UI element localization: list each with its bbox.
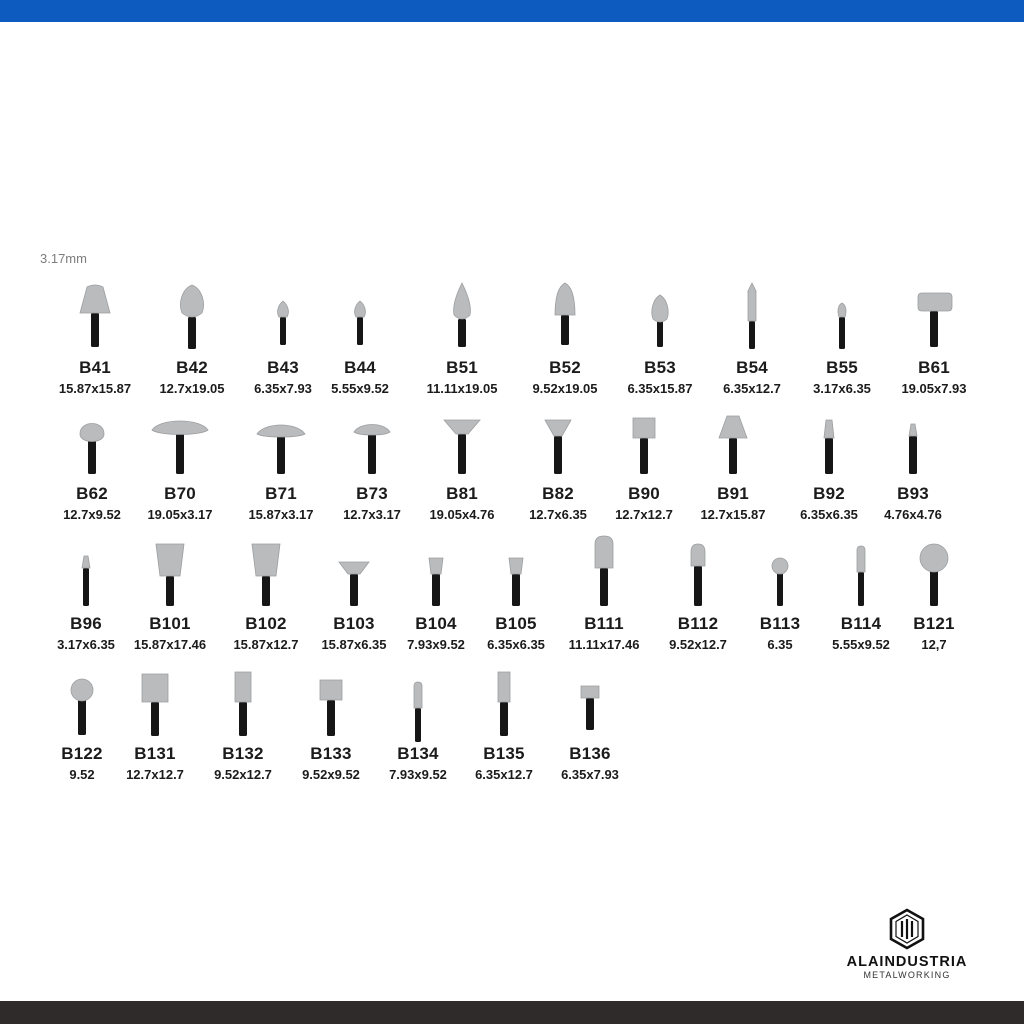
tool-dimensions: 12.7x15.87 — [700, 507, 766, 522]
mounted-point-slim-cylinder-icon — [388, 672, 448, 744]
abrasive-head — [152, 421, 208, 435]
tool-dimensions: 11.11x19.05 — [426, 381, 498, 396]
brand-tagline: METALWORKING — [863, 970, 951, 980]
steel-shank — [239, 702, 247, 736]
mounted-point-tiny-drop-icon — [812, 283, 872, 355]
tool-dimensions: 6.35x7.93 — [561, 767, 619, 782]
abrasive-head — [555, 283, 575, 315]
tool-dimensions: 9.52x12.7 — [669, 637, 727, 652]
steel-shank — [500, 702, 508, 736]
tool-dimensions: 15.87x6.35 — [321, 637, 387, 652]
tool-dimensions: 5.55x9.52 — [832, 637, 890, 652]
steel-shank — [415, 708, 421, 742]
abrasive-head — [71, 679, 93, 701]
hexagon-monogram-icon — [888, 908, 926, 950]
steel-shank — [280, 317, 286, 345]
abrasive-head — [633, 418, 655, 438]
mounted-point-round-cylinder-small-icon — [668, 536, 728, 608]
tool-code: B135 — [483, 744, 525, 763]
abrasive-head — [354, 425, 390, 436]
steel-shank — [83, 568, 89, 606]
tool-code: B92 — [813, 484, 845, 503]
tool-code: B51 — [446, 358, 478, 377]
mounted-point-wide-funnel-icon — [432, 416, 492, 488]
steel-shank — [858, 572, 864, 606]
tool-code: B42 — [176, 358, 208, 377]
mounted-point-small-drop-icon — [253, 283, 313, 355]
tool-dimensions: 12.7x12.7 — [126, 767, 184, 782]
abrasive-head — [320, 680, 342, 700]
tool-code: B62 — [76, 484, 108, 503]
tool-dimensions: 3.17x6.35 — [813, 381, 871, 396]
mounted-point-pointed-flame-icon — [432, 283, 492, 355]
mounted-point-disc-icon — [251, 416, 311, 488]
abrasive-head — [355, 301, 366, 317]
steel-shank — [262, 576, 270, 606]
tool-dimensions: 9.52x9.52 — [302, 767, 360, 782]
abrasive-head — [652, 295, 668, 322]
mounted-point-tiny-point-icon — [883, 416, 943, 488]
steel-shank — [694, 566, 702, 606]
abrasive-head — [339, 562, 369, 574]
tool-dimensions: 12.7x12.7 — [615, 507, 673, 522]
shank-diameter-note: 3.17mm — [40, 251, 87, 266]
abrasive-head — [142, 674, 168, 702]
abrasive-head — [278, 301, 289, 317]
tool-code: B122 — [61, 744, 103, 763]
mounted-point-flame-icon — [630, 283, 690, 355]
steel-shank — [357, 317, 363, 345]
tool-dimensions: 7.93x9.52 — [389, 767, 447, 782]
tool-code: B101 — [149, 614, 191, 633]
tool-dimensions: 6.35x6.35 — [487, 637, 545, 652]
mounted-point-inverted-cone-icon — [236, 536, 296, 608]
steel-shank — [458, 434, 466, 474]
tool-code: B114 — [840, 614, 882, 633]
steel-shank — [166, 576, 174, 606]
steel-shank — [586, 698, 594, 730]
tool-dimensions: 4.76x4.76 — [884, 507, 942, 522]
tool-dimensions: 3.17x6.35 — [57, 637, 115, 652]
steel-shank — [909, 436, 917, 474]
tool-dimensions: 12,7 — [921, 637, 947, 652]
tool-dimensions: 15.87x17.46 — [133, 637, 207, 652]
tool-dimensions: 6.35x6.35 — [800, 507, 858, 522]
tool-code: B133 — [310, 744, 352, 763]
abrasive-head — [824, 420, 834, 438]
abrasive-head — [920, 544, 948, 572]
abrasive-head — [545, 420, 571, 436]
tool-code: B70 — [164, 484, 196, 503]
tool-dimensions: 6.35x7.93 — [254, 381, 312, 396]
mounted-point-mushroom-icon — [904, 283, 964, 355]
mounted-point-round-cylinder-icon — [574, 536, 634, 608]
abrasive-head — [509, 558, 523, 574]
mounted-point-square-small-icon — [301, 672, 361, 744]
tool-dimensions: 7.93x9.52 — [407, 637, 465, 652]
tool-dimensions: 9.52x12.7 — [214, 767, 272, 782]
tool-dimensions: 11.11x17.46 — [568, 637, 640, 652]
tool-code: B82 — [542, 484, 574, 503]
abrasive-head — [257, 425, 305, 437]
tool-code: B111 — [584, 614, 624, 633]
tool-code: B102 — [245, 614, 287, 633]
steel-shank — [930, 570, 938, 606]
tool-code: B71 — [265, 484, 297, 503]
abrasive-head — [252, 544, 280, 576]
abrasive-head — [414, 682, 422, 708]
steel-shank — [554, 436, 562, 474]
mounted-point-small-inverted-cone-icon — [486, 536, 546, 608]
tool-code: B91 — [717, 484, 749, 503]
abrasive-head — [857, 546, 865, 572]
tool-code: B113 — [759, 614, 801, 633]
steel-shank — [350, 574, 358, 606]
tool-dimensions: 9.52 — [69, 767, 95, 782]
abrasive-head — [581, 686, 599, 698]
tool-code: B53 — [644, 358, 676, 377]
tool-code: B54 — [736, 358, 768, 377]
mounted-point-short-block-icon — [560, 672, 620, 744]
steel-shank — [368, 434, 376, 474]
abrasive-head — [454, 283, 471, 319]
tool-dimensions: 15.87x15.87 — [58, 381, 132, 396]
tool-code: B131 — [134, 744, 176, 763]
mounted-point-ball-icon — [904, 536, 964, 608]
tool-code: B105 — [495, 614, 537, 633]
tool-code: B121 — [913, 614, 955, 633]
tool-code: B81 — [446, 484, 478, 503]
steel-shank — [825, 438, 833, 474]
steel-shank — [640, 438, 648, 474]
tool-dimensions: 19.05x7.93 — [901, 381, 967, 396]
tool-dimensions: 12.7x9.52 — [63, 507, 121, 522]
abrasive-head — [429, 558, 443, 574]
steel-shank — [88, 440, 96, 474]
mounted-point-pointed-cylinder-icon — [722, 283, 782, 355]
abrasive-head — [595, 536, 613, 568]
steel-shank — [600, 568, 608, 606]
tool-code: B55 — [826, 358, 858, 377]
mounted-point-thin-cylinder-icon — [474, 672, 534, 744]
mounted-point-narrow-point-icon — [799, 416, 859, 488]
brand-logo — [822, 908, 992, 980]
abrasive-head — [918, 293, 952, 311]
abrasive-head — [498, 672, 510, 702]
mounted-point-funnel-icon — [528, 416, 588, 488]
abrasive-head — [838, 303, 846, 317]
steel-shank — [729, 438, 737, 474]
tool-code: B96 — [70, 614, 102, 633]
abrasive-head — [444, 420, 480, 434]
mounted-point-egg-icon — [162, 283, 222, 355]
abrasive-head — [82, 556, 90, 568]
abrasive-head — [909, 424, 917, 436]
mounted-point-small-ball-icon — [750, 536, 810, 608]
tool-code: B43 — [267, 358, 299, 377]
tool-dimensions: 6.35 — [767, 637, 793, 652]
tool-dimensions: 12.7x3.17 — [343, 507, 401, 522]
tool-code: B136 — [569, 744, 611, 763]
mounted-point-inverted-cone-icon — [140, 536, 200, 608]
steel-shank — [188, 317, 196, 349]
tool-code: B44 — [344, 358, 376, 377]
steel-shank — [327, 700, 335, 736]
abrasive-head — [80, 424, 104, 442]
tool-code: B61 — [918, 358, 950, 377]
steel-shank — [777, 572, 783, 606]
tool-dimensions: 6.35x12.7 — [475, 767, 533, 782]
brand-name: ALAINDUSTRIA — [846, 954, 968, 970]
abrasive-head — [691, 544, 705, 566]
tool-code: B103 — [333, 614, 375, 633]
tool-code: B41 — [79, 358, 111, 377]
steel-shank — [91, 313, 99, 347]
mounted-point-slim-cylinder-icon — [831, 536, 891, 608]
abrasive-head — [772, 558, 788, 574]
steel-shank — [930, 311, 938, 347]
tool-dimensions: 19.05x3.17 — [147, 507, 213, 522]
tool-code: B73 — [356, 484, 388, 503]
steel-shank — [151, 702, 159, 736]
mounted-point-wide-disc-icon — [150, 416, 210, 488]
steel-shank — [839, 317, 845, 349]
tool-code: B93 — [897, 484, 929, 503]
tool-dimensions: 15.87x3.17 — [248, 507, 314, 522]
tool-code: B132 — [222, 744, 264, 763]
tool-dimensions: 6.35x15.87 — [627, 381, 693, 396]
tool-dimensions: 5.55x9.52 — [331, 381, 389, 396]
mounted-point-cone-icon — [65, 283, 125, 355]
tool-dimensions: 12.7x6.35 — [529, 507, 587, 522]
steel-shank — [277, 436, 285, 474]
bottom-footer-bar — [0, 1001, 1024, 1024]
mounted-point-tiny-taper-icon — [56, 536, 116, 608]
tool-dimensions: 6.35x12.7 — [723, 381, 781, 396]
steel-shank — [458, 319, 466, 347]
mounted-point-shallow-funnel-icon — [324, 536, 384, 608]
mounted-point-small-drop-icon — [330, 283, 390, 355]
mounted-point-oval-icon — [62, 416, 122, 488]
steel-shank — [657, 321, 663, 347]
tool-code: B104 — [415, 614, 457, 633]
abrasive-head — [719, 416, 747, 438]
abrasive-head — [156, 544, 184, 576]
mounted-point-bullet-icon — [535, 283, 595, 355]
steel-shank — [176, 434, 184, 474]
tool-code: B134 — [397, 744, 439, 763]
tool-code: B112 — [677, 614, 719, 633]
tool-dimensions: 9.52x19.05 — [532, 381, 598, 396]
steel-shank — [432, 574, 440, 606]
tool-dimensions: 12.7x19.05 — [159, 381, 225, 396]
abrasive-head — [235, 672, 251, 702]
tool-code: B90 — [628, 484, 660, 503]
abrasive-head — [180, 285, 203, 317]
mounted-point-square-icon — [125, 672, 185, 744]
tool-dimensions: 19.05x4.76 — [429, 507, 495, 522]
mounted-point-medium-ball-icon — [52, 672, 112, 744]
tool-code: B52 — [549, 358, 581, 377]
mounted-point-block-icon — [614, 416, 674, 488]
abrasive-head — [80, 285, 110, 313]
top-accent-bar — [0, 0, 1024, 22]
steel-shank — [749, 321, 755, 349]
steel-shank — [561, 315, 569, 345]
steel-shank — [512, 574, 520, 606]
tool-dimensions: 15.87x12.7 — [233, 637, 299, 652]
abrasive-head — [748, 283, 756, 321]
mounted-point-tall-cone-icon — [703, 416, 763, 488]
steel-shank — [78, 699, 86, 735]
mounted-point-cylinder-icon — [213, 672, 273, 744]
mounted-point-small-disc-icon — [342, 416, 402, 488]
mounted-point-small-inverted-cone-icon — [406, 536, 466, 608]
